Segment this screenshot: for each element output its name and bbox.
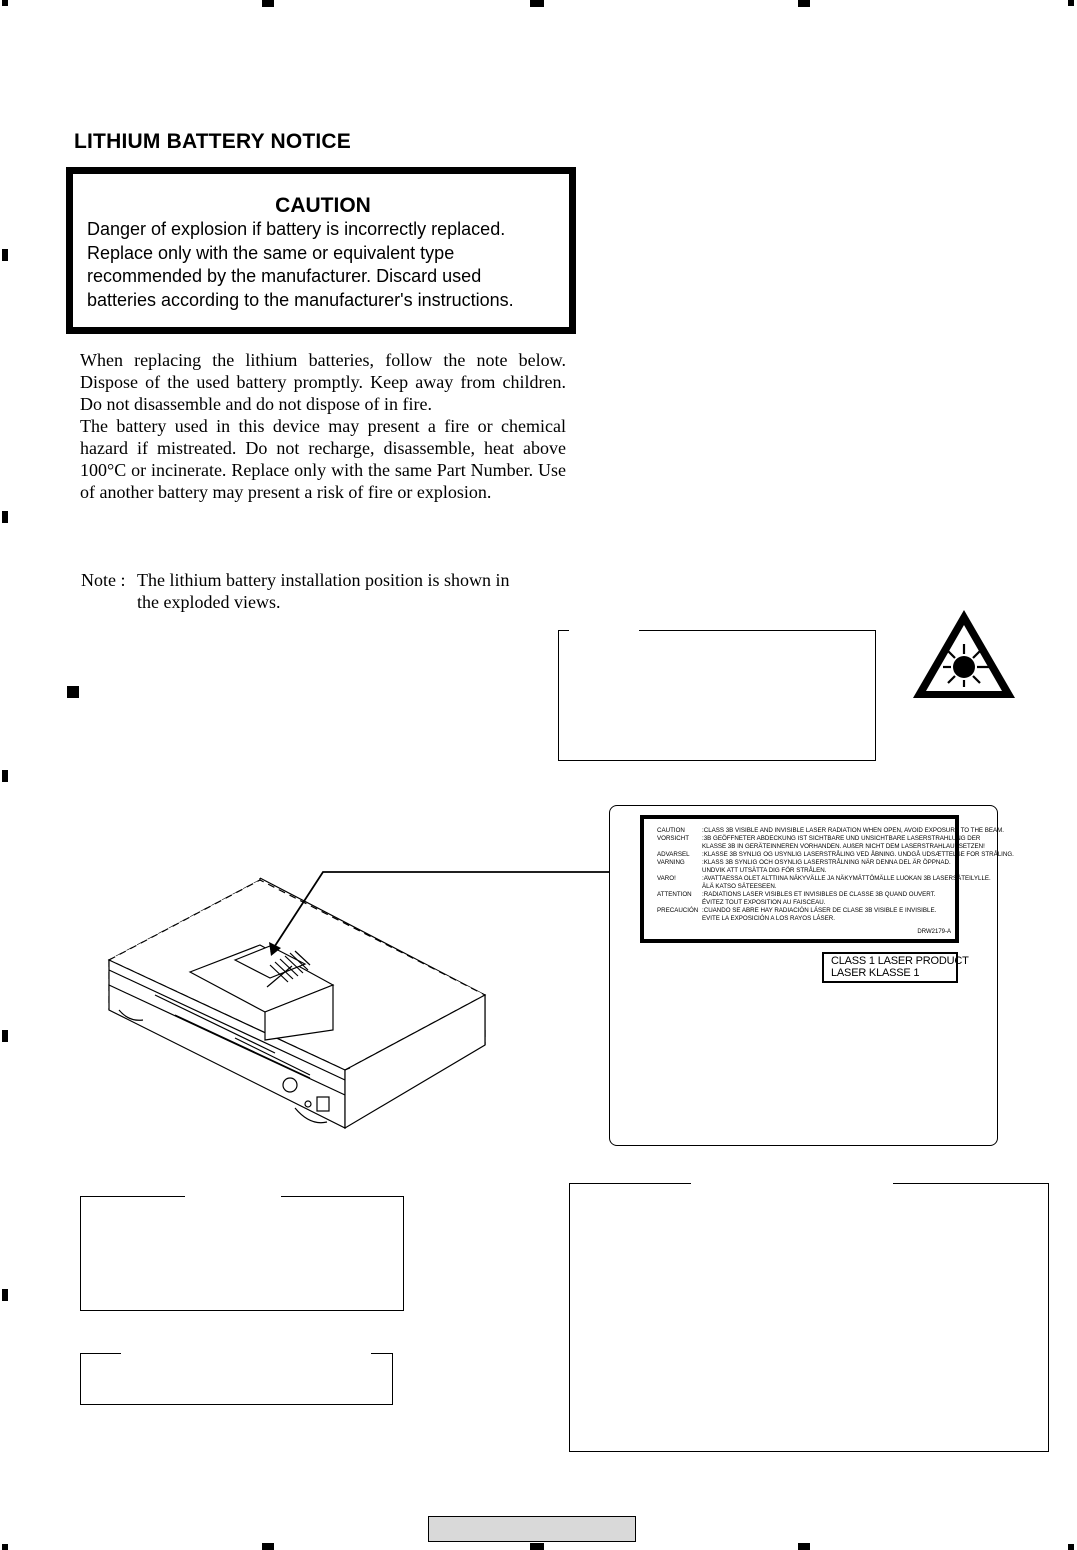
- registration-mark: [798, 0, 810, 7]
- registration-mark: [2, 1030, 8, 1042]
- registration-mark: [262, 1543, 274, 1550]
- label-part-code: DRW2179-A: [917, 929, 951, 935]
- class-label-line: CLASS 1 LASER PRODUCT: [831, 955, 969, 967]
- device-illustration: [95, 860, 615, 1140]
- registration-mark: [1068, 0, 1074, 6]
- battery-note: [81, 569, 567, 613]
- label-language-key: VARNING: [657, 859, 685, 866]
- registration-mark: [530, 1543, 544, 1550]
- label-warning-text: :CUANDO SE ABRE HAY RADIACIÓN LÁSER DE CLASE 3B VISIBLE E INVISIBLE.: [702, 907, 937, 914]
- note-label: Note :: [81, 570, 126, 590]
- caution-line: Replace only with the same or equivalent type: [87, 242, 455, 263]
- label-warning-text: KLASSE 3B IN GERÄTEINNEREN VORHANDEN. AUßER NICHT DEM LASERSTRAHLAUSSETZEN!: [702, 843, 985, 850]
- section-bullet: [67, 686, 79, 698]
- registration-mark: [2, 249, 8, 261]
- section-title: LITHIUM BATTERY NOTICE: [74, 130, 352, 153]
- note-text: the exploded views.: [137, 592, 281, 612]
- label-warning-text: :KLASSE 3B SYNLIG OG USYNLIG LASERSTRÅLING VED ÅBNING. UNDGÅ UDSÆTTELSE FOR STRÅLING.: [702, 851, 1014, 858]
- class-label-line: LASER KLASSE 1: [831, 967, 920, 979]
- caution-line: recommended by the manufacturer. Discard used: [87, 266, 482, 286]
- registration-mark: [262, 0, 274, 7]
- registration-mark: [2, 511, 8, 523]
- battery-paragraph: The battery used in this device may present a fire or chemical hazard if mistreated. Do not recharge, disassemble, heat above 100°C or incinerate. Replace only with the same Part Number. Use of another battery may present a risk of fire or explosion.: [80, 416, 566, 502]
- label-warning-text: ÄLÄ KATSO SÄTEESEEN.: [702, 883, 777, 890]
- label-language-key: ATTENTION: [657, 891, 692, 898]
- label-warning-text: UNDVIK ATT UTSÄTTA DIG FÖR STRÅLEN.: [702, 867, 827, 874]
- laser-warning-label: [640, 815, 1014, 943]
- label-language-key: VARO!: [657, 875, 676, 882]
- registration-mark: [2, 770, 8, 782]
- blank-frame-box: [558, 630, 876, 761]
- battery-paragraph: When replacing the lithium batteries, follow the note below. Dispose of the used battery promptly. Keep away from children. Do not disassemble and do not dispose of in fire.: [80, 350, 566, 414]
- registration-mark: [798, 1543, 810, 1550]
- laser-hazard-icon: [910, 607, 1018, 702]
- label-language-key: ADVARSEL: [657, 851, 690, 858]
- note-text: The lithium battery installation position is shown in: [137, 570, 510, 590]
- page-number-tab: [428, 1516, 636, 1542]
- battery-instructions: [80, 349, 566, 503]
- caution-heading: CAUTION: [275, 194, 371, 217]
- caution-line: Danger of explosion if battery is incorrectly replaced.: [87, 219, 506, 239]
- label-language-key: VORSICHT: [657, 835, 689, 842]
- label-warning-text: :3B GEÖFFNETER ABDECKUNG IST SICHTBARE UND UNSICHTBARE LASERSTRAHLUNG DER: [702, 835, 981, 842]
- blank-frame-box: [80, 1353, 393, 1405]
- label-warning-text: ÉVITEZ TOUT EXPOSITION AU FAISCEAU.: [702, 899, 826, 906]
- blank-frame-box: [80, 1196, 404, 1311]
- registration-mark: [530, 0, 544, 7]
- registration-mark: [2, 1544, 8, 1550]
- registration-mark: [2, 1289, 8, 1301]
- label-warning-text: :CLASS 3B VISIBLE AND INVISIBLE LASER RADIATION WHEN OPEN, AVOID EXPOSURE TO THE BEAM.: [702, 827, 1005, 834]
- class-1-laser-label: [822, 952, 969, 983]
- label-language-key: CAUTION: [657, 827, 685, 834]
- caution-line: batteries according to the manufacturer's instructions.: [87, 289, 514, 310]
- caution-box: [66, 167, 576, 334]
- blank-frame-box: [569, 1183, 1049, 1452]
- label-warning-text: :KLASS 3B SYNLIG OCH OSYNLIG LASERSTRÅLNING NÄR DENNA DEL ÄR ÖPPNAD.: [702, 859, 951, 866]
- label-warning-text: :AVATTAESSA OLET ALTTIINA NÄKYVÄLLE JA NÄKYMÄTTÖMÄLLE LUOKAN 3B LASERSÄTEILYLLE.: [702, 875, 991, 882]
- label-warning-text: :RADIATIONS LASER VISIBLES ET INVISIBLES DE CLASSE 3B QUAND OUVERT.: [702, 891, 936, 898]
- registration-mark: [2, 0, 8, 6]
- label-warning-text: EVITE LA EXPOSICIÓN A LOS RAYOS LÁSER.: [702, 915, 835, 922]
- label-language-key: PRECAUCIÓN: [657, 907, 699, 914]
- registration-mark: [1068, 1544, 1074, 1550]
